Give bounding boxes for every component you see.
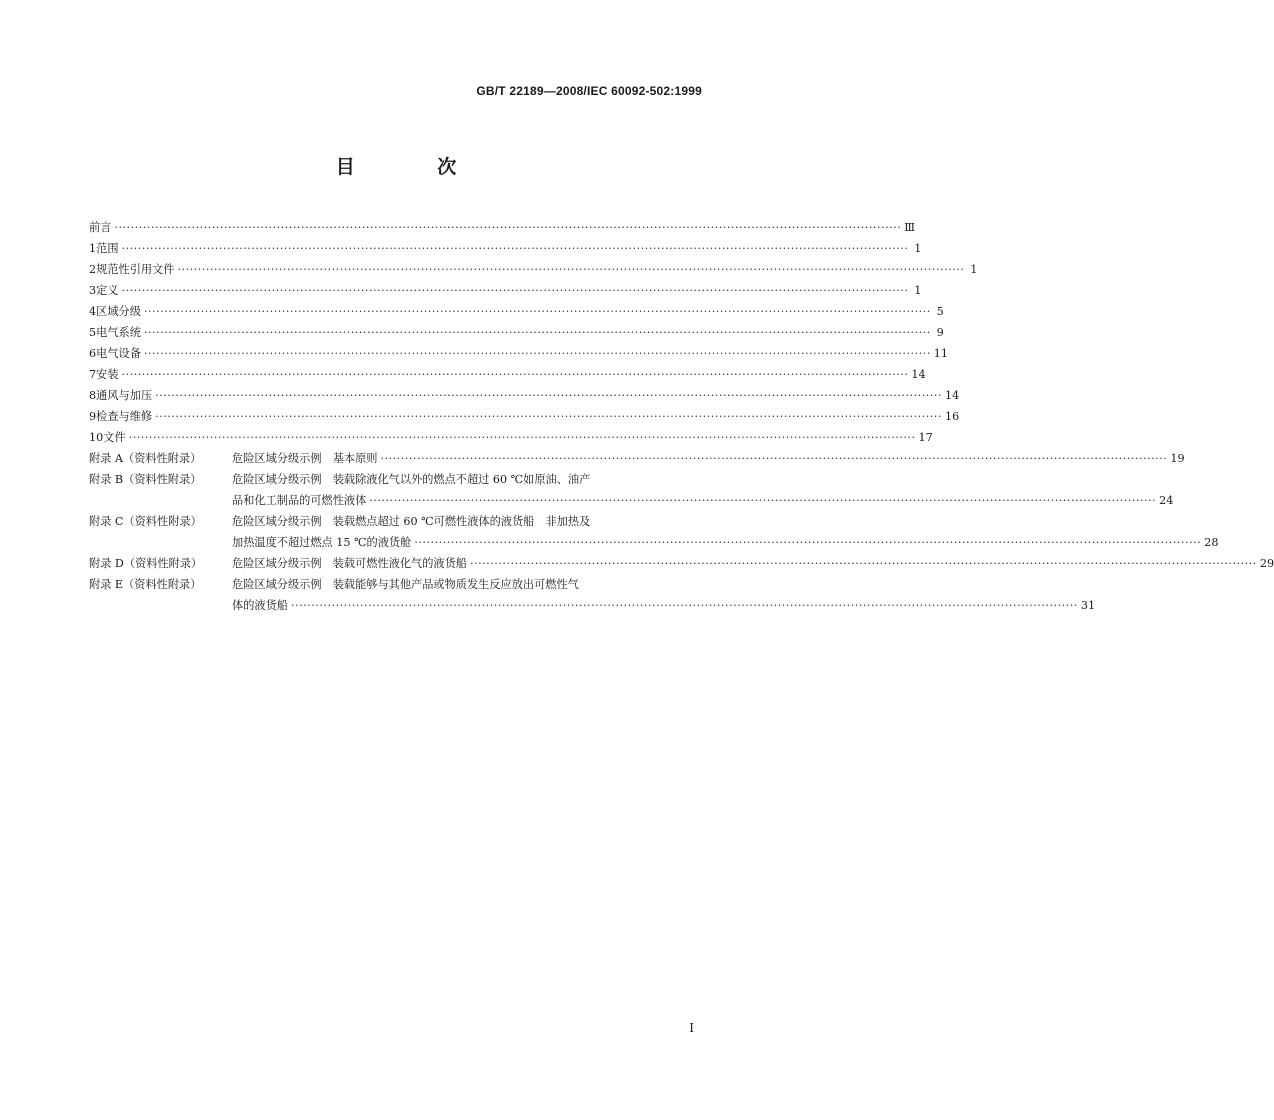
toc-label: 安装 xyxy=(96,368,119,381)
toc-entry-10[interactable] xyxy=(89,429,933,450)
toc-number: 3 xyxy=(89,284,97,297)
toc-appendix-c[interactable] xyxy=(89,513,1219,555)
toc-label: 定义 xyxy=(96,284,119,297)
toc-entry-2[interactable] xyxy=(89,261,978,282)
toc-page: 1 xyxy=(914,284,922,297)
toc-label: 区域分级 xyxy=(96,305,141,318)
standard-code: GB/T 22189—2008/IEC 60092-502:1999 xyxy=(476,84,702,98)
toc-entry-3[interactable] xyxy=(89,282,922,303)
toc-page: 9 xyxy=(936,326,944,339)
dot-leader xyxy=(470,557,1257,570)
toc-page: 28 xyxy=(1204,536,1219,549)
toc-page: 29 xyxy=(1259,557,1274,570)
dot-leader xyxy=(129,431,916,444)
toc-page: 11 xyxy=(933,347,949,360)
toc-page: 17 xyxy=(918,431,933,444)
toc-page: Ⅲ xyxy=(904,221,916,234)
toc-number: 4 xyxy=(89,305,97,318)
appendix-title: 危险区域分级示例 装载可燃性液化气的液货船 xyxy=(232,557,467,570)
toc-entry-foreword[interactable] xyxy=(89,219,916,240)
toc-entry-8[interactable] xyxy=(89,387,960,408)
toc-number: 7 xyxy=(89,368,97,381)
dot-leader xyxy=(144,326,931,339)
toc-entry-1[interactable] xyxy=(89,240,922,261)
toc-label: 检查与维修 xyxy=(96,410,153,423)
toc-appendix-e[interactable] xyxy=(89,576,1096,618)
dot-leader xyxy=(291,599,1078,612)
table-of-contents xyxy=(89,219,1274,618)
dot-leader xyxy=(177,263,964,276)
appendix-title-continued: 体的液货船 xyxy=(232,599,288,612)
dot-leader xyxy=(144,305,931,318)
appendix-title: 危险区域分级示例 装载能够与其他产品或物质发生反应放出可燃性气 xyxy=(232,578,579,591)
toc-label: 文件 xyxy=(103,431,126,444)
toc-page: 19 xyxy=(1170,452,1185,465)
appendix-prefix: 附录 B（资料性附录） xyxy=(89,473,202,486)
appendix-title: 危险区域分级示例 装载燃点超过 60 ℃可燃性液体的液货船 非加热及 xyxy=(232,515,591,528)
toc-number: 10 xyxy=(89,431,104,444)
toc-entry-6[interactable] xyxy=(89,345,949,366)
appendix-title: 危险区域分级示例 装载除液化气以外的燃点不超过 60 ℃如原油、油产 xyxy=(232,473,591,486)
appendix-prefix: 附录 E（资料性附录） xyxy=(89,578,202,591)
dot-leader xyxy=(122,284,909,297)
dot-leader xyxy=(114,221,901,234)
appendix-prefix: 附录 C（资料性附录） xyxy=(89,515,202,528)
toc-number: 1 xyxy=(89,242,97,255)
dot-leader xyxy=(122,242,909,255)
appendix-title-continued: 品和化工制品的可燃性液体 xyxy=(232,494,367,507)
appendix-title-continued: 加热温度不超过燃点 15 ℃的液货舱 xyxy=(232,536,412,549)
toc-page: 31 xyxy=(1080,599,1096,612)
toc-page: 1 xyxy=(914,242,922,255)
dot-leader xyxy=(380,452,1167,465)
appendix-prefix: 附录 D（资料性附录） xyxy=(89,557,203,570)
toc-entry-7[interactable] xyxy=(89,366,926,387)
toc-label: 范围 xyxy=(96,242,119,255)
toc-number: 5 xyxy=(89,326,97,339)
dot-leader xyxy=(155,410,942,423)
toc-number: 6 xyxy=(89,347,97,360)
dot-leader xyxy=(122,368,909,381)
toc-appendix-a[interactable] xyxy=(89,450,1185,471)
toc-label: 电气设备 xyxy=(96,347,141,360)
page-title: 目 次 xyxy=(335,156,495,178)
toc-page: 14 xyxy=(911,368,926,381)
toc-number: 2 xyxy=(89,263,97,276)
appendix-prefix: 附录 A（资料性附录） xyxy=(89,452,202,465)
toc-page: 16 xyxy=(944,410,960,423)
dot-leader xyxy=(369,494,1156,507)
toc-number: 8 xyxy=(89,389,97,402)
toc-page: 14 xyxy=(944,389,960,402)
dot-leader xyxy=(155,389,942,402)
toc-label: 规范性引用文件 xyxy=(96,263,175,276)
dot-leader xyxy=(414,536,1201,549)
dot-leader xyxy=(144,347,931,360)
appendix-title: 危险区域分级示例 基本原则 xyxy=(232,452,378,465)
toc-appendix-b[interactable] xyxy=(89,471,1174,513)
toc-label: 前言 xyxy=(89,221,112,234)
toc-label: 电气系统 xyxy=(96,326,141,339)
toc-entry-4[interactable] xyxy=(89,303,944,324)
toc-entry-9[interactable] xyxy=(89,408,960,429)
toc-page: 24 xyxy=(1159,494,1174,507)
toc-page: 5 xyxy=(936,305,944,318)
toc-number: 9 xyxy=(89,410,97,423)
toc-label: 通风与加压 xyxy=(96,389,153,402)
toc-entry-5[interactable] xyxy=(89,324,944,345)
toc-page: 1 xyxy=(970,263,978,276)
page-folio: I xyxy=(689,1021,694,1035)
toc-appendix-d[interactable] xyxy=(89,555,1274,576)
